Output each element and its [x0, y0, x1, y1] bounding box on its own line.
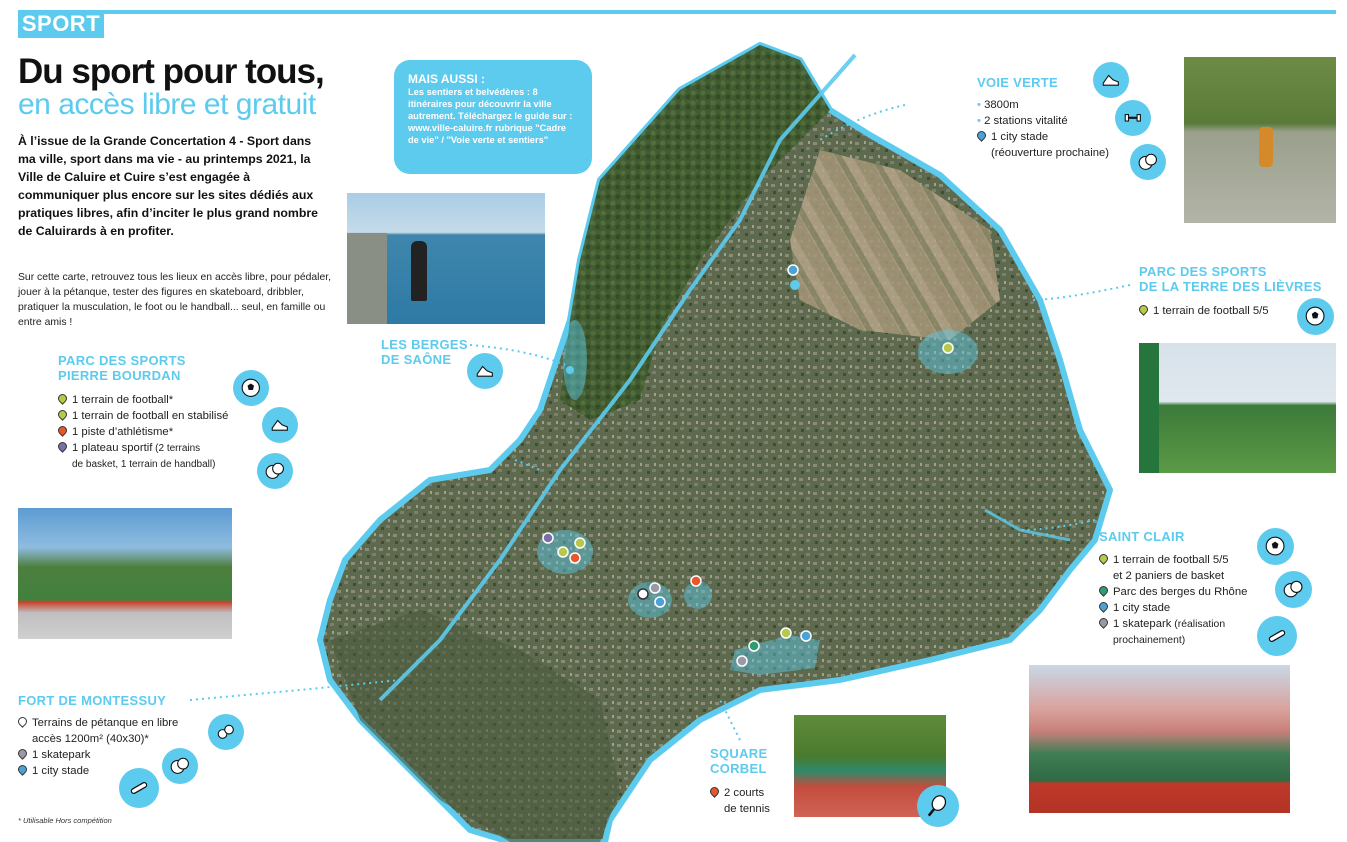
- basketball-handball-icon: [1130, 144, 1166, 180]
- list-item: 1 skatepark (réalisation: [1099, 616, 1259, 633]
- list-item-cont: et 2 paniers de basket: [1113, 570, 1225, 582]
- footnote: * Utilisable Hors compétition: [18, 816, 112, 825]
- running-shoe-icon: [1093, 62, 1129, 98]
- basketball-handball-icon: [257, 453, 293, 489]
- list-item-cont: de tennis: [724, 803, 770, 815]
- list-item-cont: prochainement): [1113, 635, 1186, 646]
- section-clair-title: SAINT CLAIR: [1099, 529, 1185, 544]
- lievres-title-1: PARC DES SPORTS: [1139, 264, 1267, 279]
- body-text: Sur cette carte, retrouvez tous les lieux en accès libre, pour pédaler, jouer à la pétanque, tester des figures en skateboard, dribbler, pratiquer la musculation, le foot ou le handball... seul, en famille ou entre amis !: [18, 272, 332, 328]
- skateboard-icon: [119, 768, 159, 808]
- intro-text: À l’issue de la Grande Concertation 4 - Sport dans ma ville, sport dans ma vie - au printemps 2021, la Ville de Caluire et Cuire s’est engagée à communiquer plus encore sur les sites dédiés aux pratiques libres, afin d’inciter le plus grand nombre de Caluirards à en profiter.: [18, 134, 318, 238]
- list-item: 1 terrain de football en stabilisé: [58, 408, 258, 424]
- bourdan-title-1: PARC DES SPORTS: [58, 353, 186, 368]
- dumbbell-icon: [1115, 100, 1151, 136]
- list-item: 1 city stade: [1099, 600, 1259, 616]
- list-item-cont: (réouverture prochaine): [991, 147, 1110, 159]
- football-icon: [1297, 298, 1334, 335]
- running-shoe-icon: [467, 353, 503, 389]
- list-item: 1 city stade: [18, 763, 218, 779]
- photo-terre-des-lievres: [1139, 343, 1336, 473]
- list-item: 1 terrain de football 5/5: [1139, 303, 1347, 319]
- bourdan-title-2: PIERRE BOURDAN: [58, 368, 181, 383]
- section-lievres-title: [1139, 264, 1322, 294]
- photo-saint-clair: [1029, 665, 1290, 813]
- list-item: 1 city stade: [977, 129, 1137, 145]
- corbel-title-1: SQUARE: [710, 746, 768, 761]
- clair-list: [1099, 552, 1259, 649]
- photo-pierre-bourdan: [18, 508, 232, 639]
- basketball-handball-icon: [162, 748, 198, 784]
- photo-voie-verte: [1184, 57, 1336, 223]
- mais-aussi-box: [394, 60, 592, 174]
- section-berges-title: [381, 337, 468, 367]
- mais-aussi-heading: MAIS AUSSI :: [408, 72, 485, 86]
- running-shoe-icon: [262, 407, 298, 443]
- petanque-icon: [208, 714, 244, 750]
- list-item: Terrains de pétanque en libre: [18, 715, 218, 731]
- list-item: 1 terrain de football*: [58, 392, 258, 408]
- voie-list: [977, 97, 1137, 161]
- page-title: Du sport pour tous,: [18, 52, 324, 91]
- bourdan-list: [58, 392, 258, 473]
- mais-aussi-text: Les sentiers et belvédères : 8 itinéraires pour découvrir la ville autrement. Téléchargez le guide sur : www.ville-caluire.fr rubrique "Cadre de vie" / "Voie verte et sentiers": [408, 87, 573, 145]
- list-item: 1 skatepark: [18, 747, 218, 763]
- photo-berges-saone: [347, 193, 545, 324]
- skateboard-icon: [1257, 616, 1297, 656]
- list-item: 1 terrain de football 5/5: [1099, 552, 1259, 568]
- berges-title-1: LES BERGES: [381, 337, 468, 352]
- list-item-cont: de basket, 1 terrain de handball): [72, 459, 216, 470]
- list-item: 1 piste d’athlétisme*: [58, 424, 258, 440]
- tennis-racket-icon: [917, 785, 959, 827]
- list-item: 1 plateau sportif (2 terrains: [58, 440, 258, 457]
- section-bourdan-title: [58, 353, 186, 383]
- corbel-list: [710, 785, 800, 817]
- list-item: • 2 stations vitalité: [977, 115, 1068, 127]
- berges-title-2: DE SAÔNE: [381, 352, 452, 367]
- football-icon: [233, 370, 269, 406]
- corbel-title-2: CORBEL: [710, 761, 767, 776]
- list-item: • 3800m: [977, 99, 1019, 111]
- lievres-title-2: DE LA TERRE DES LIÈVRES: [1139, 279, 1322, 294]
- section-montessuy-title: FORT DE MONTESSUY: [18, 693, 167, 708]
- page-subtitle: en accès libre et gratuit: [18, 88, 316, 121]
- section-tag: SPORT: [18, 10, 104, 38]
- list-item: 2 courts: [710, 785, 800, 801]
- section-voie-title: VOIE VERTE: [977, 75, 1059, 90]
- list-item-cont: accès 1200m² (40x30)*: [32, 733, 149, 745]
- basketball-handball-icon: [1275, 571, 1312, 608]
- football-icon: [1257, 528, 1294, 565]
- section-corbel-title: [710, 746, 767, 776]
- list-item: Parc des berges du Rhône: [1099, 584, 1259, 600]
